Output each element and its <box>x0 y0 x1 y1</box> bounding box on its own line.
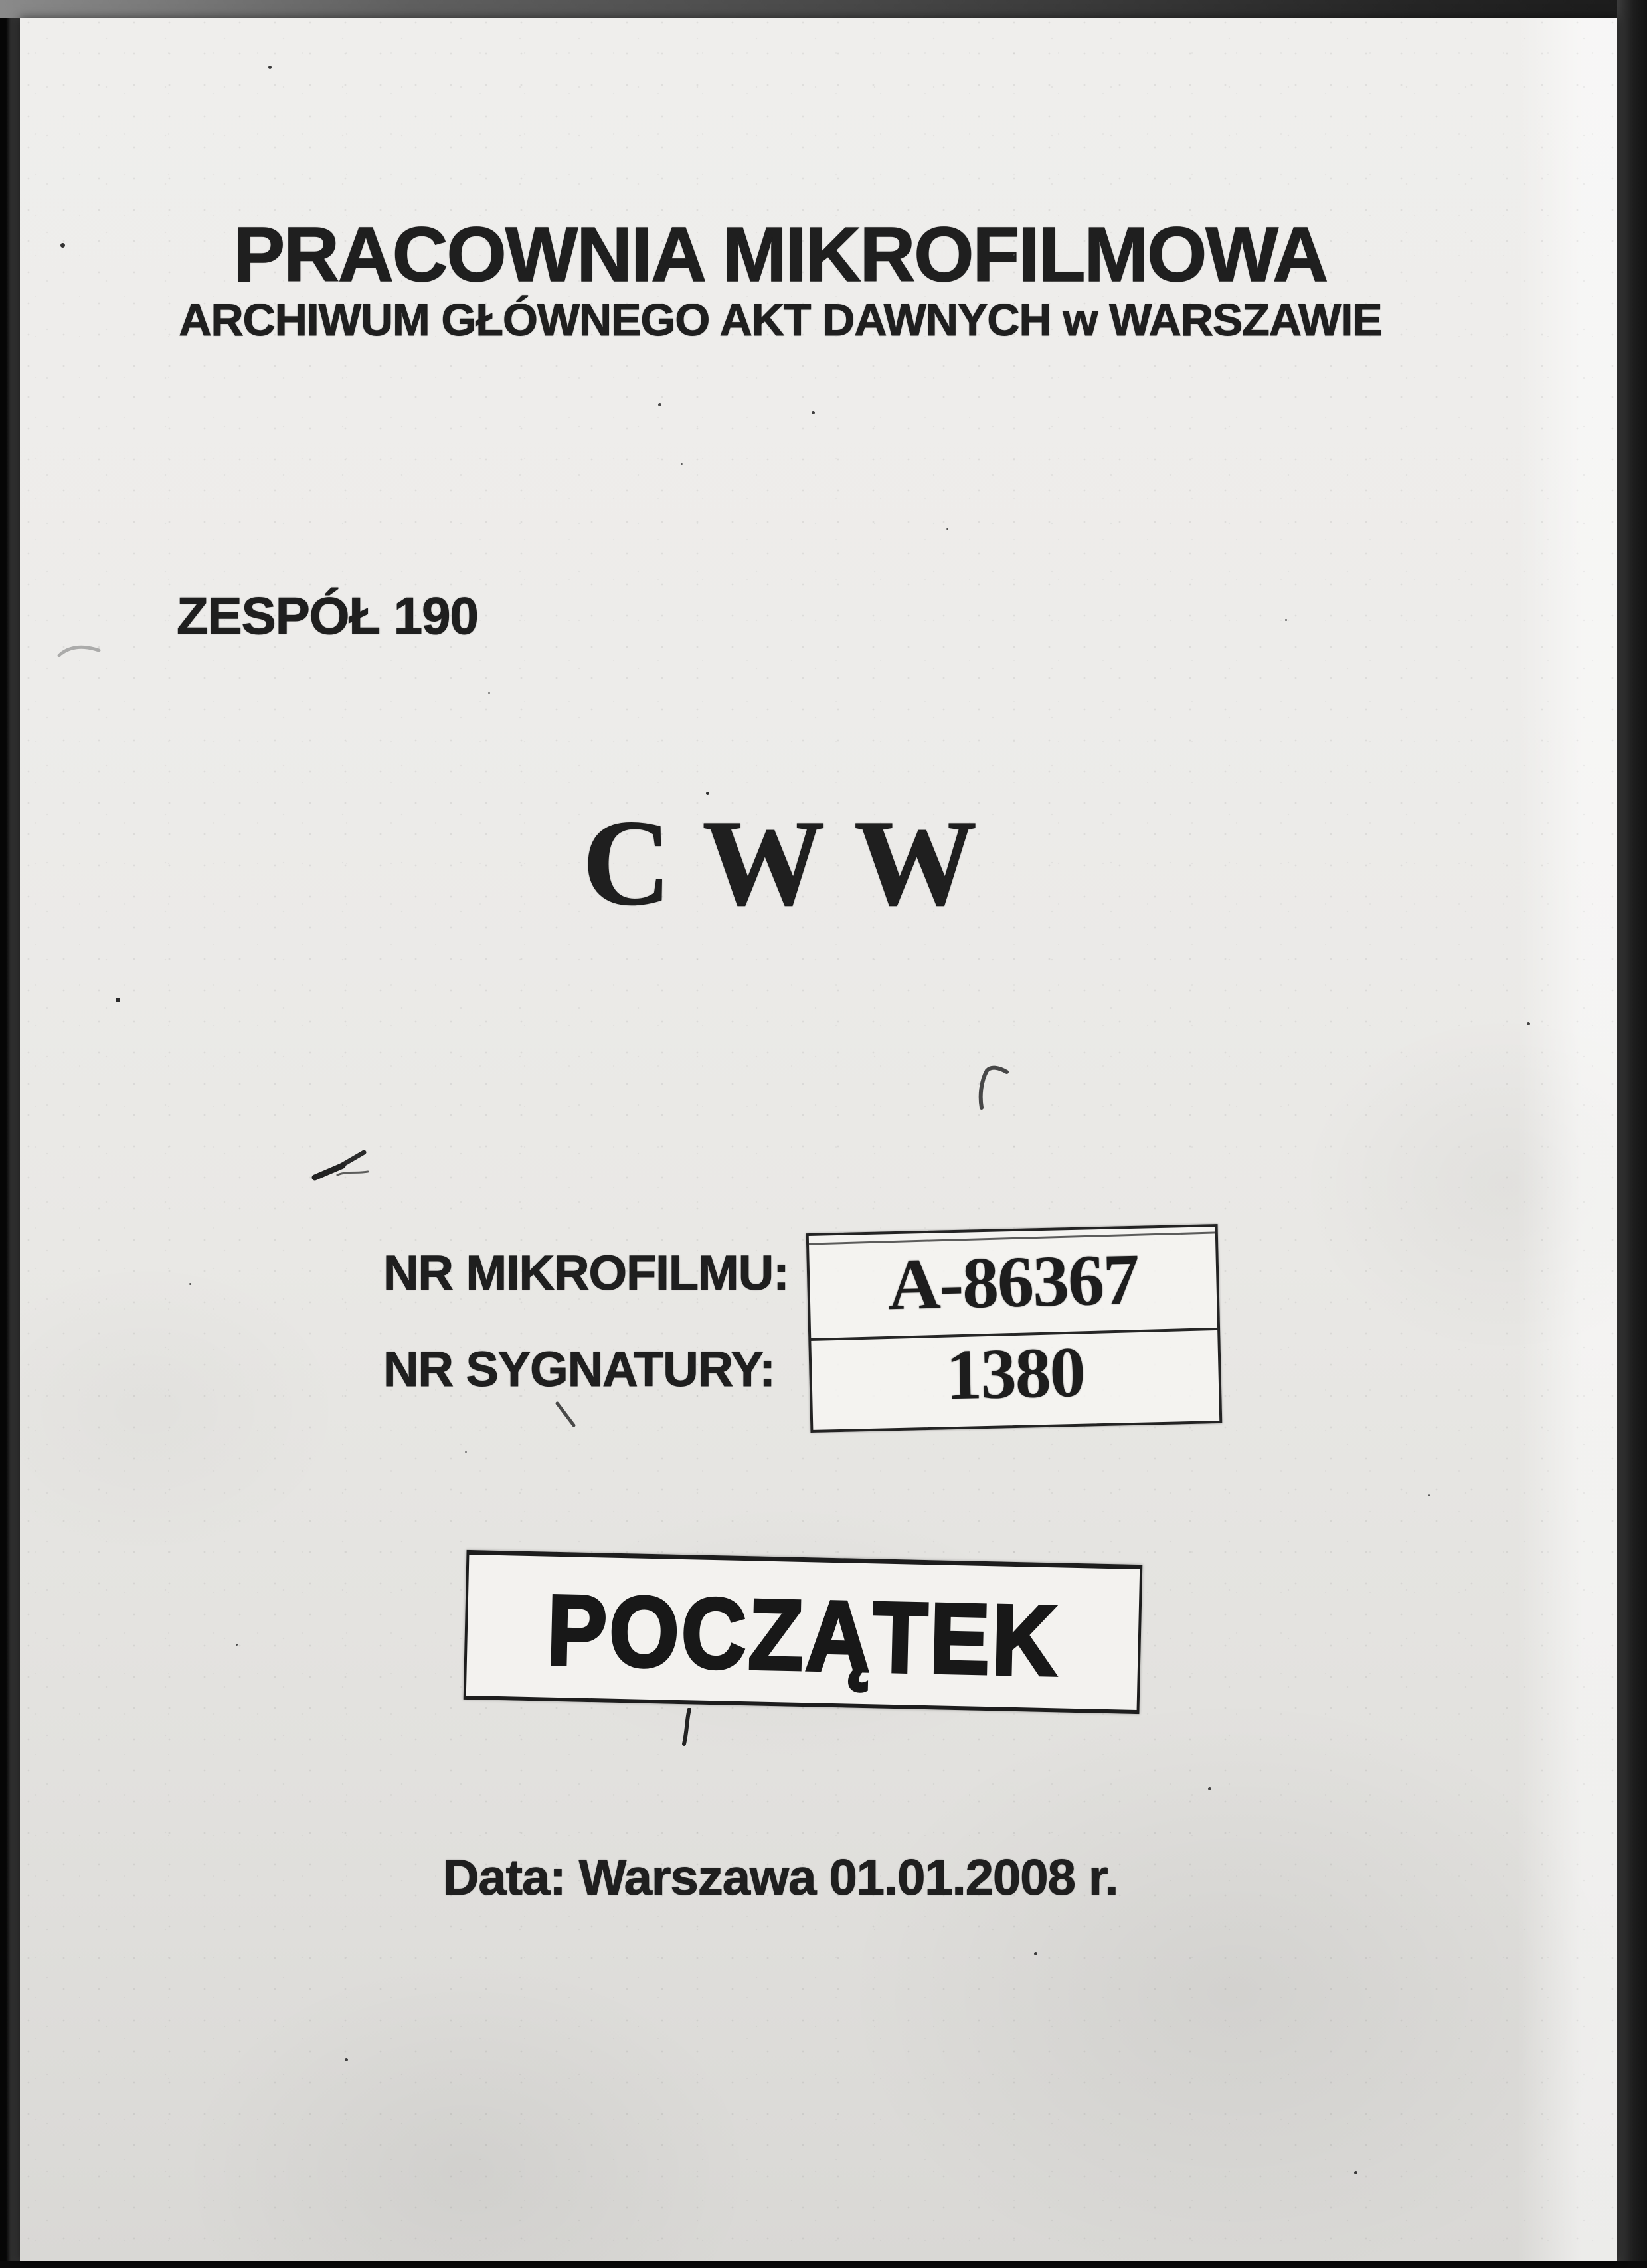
page-title: PRACOWNIA MIKROFILMOWA <box>233 211 1328 298</box>
dust-specks <box>20 18 22 20</box>
start-marker-box <box>464 1550 1143 1714</box>
content-column <box>20 18 1541 2261</box>
signature-number-value: 1380 <box>945 1332 1085 1415</box>
pen-mark-slash <box>555 1401 577 1429</box>
scan-border-top <box>0 0 1647 18</box>
microfilm-number-value: A-86367 <box>887 1238 1140 1326</box>
pen-mark-scribble <box>309 1147 373 1183</box>
scan-border-bottom <box>0 2261 1647 2268</box>
page-subtitle: ARCHIWUM GŁÓWNEGO AKT DAWNYCH w WARSZAWIE <box>179 295 1382 345</box>
scan-border-right <box>1617 0 1647 2268</box>
pencil-smudge <box>56 636 103 662</box>
document-page <box>20 18 1617 2261</box>
fonds-label: ZESPÓŁ 190 <box>177 586 478 645</box>
collection-code: C W W <box>582 795 979 931</box>
microfilm-number-label: NR MIKROFILMU: <box>383 1245 789 1300</box>
start-marker-label: POCZĄTEK <box>545 1573 1061 1697</box>
date-line: Data: Warszawa 01.01.2008 r. <box>442 1850 1118 1906</box>
numbers-box <box>806 1224 1223 1433</box>
scan-border-left <box>0 18 20 2268</box>
pen-mark-r <box>975 1064 1011 1110</box>
signature-number-label: NR SYGNATURY: <box>383 1342 775 1397</box>
pen-mark-tick <box>681 1708 693 1747</box>
